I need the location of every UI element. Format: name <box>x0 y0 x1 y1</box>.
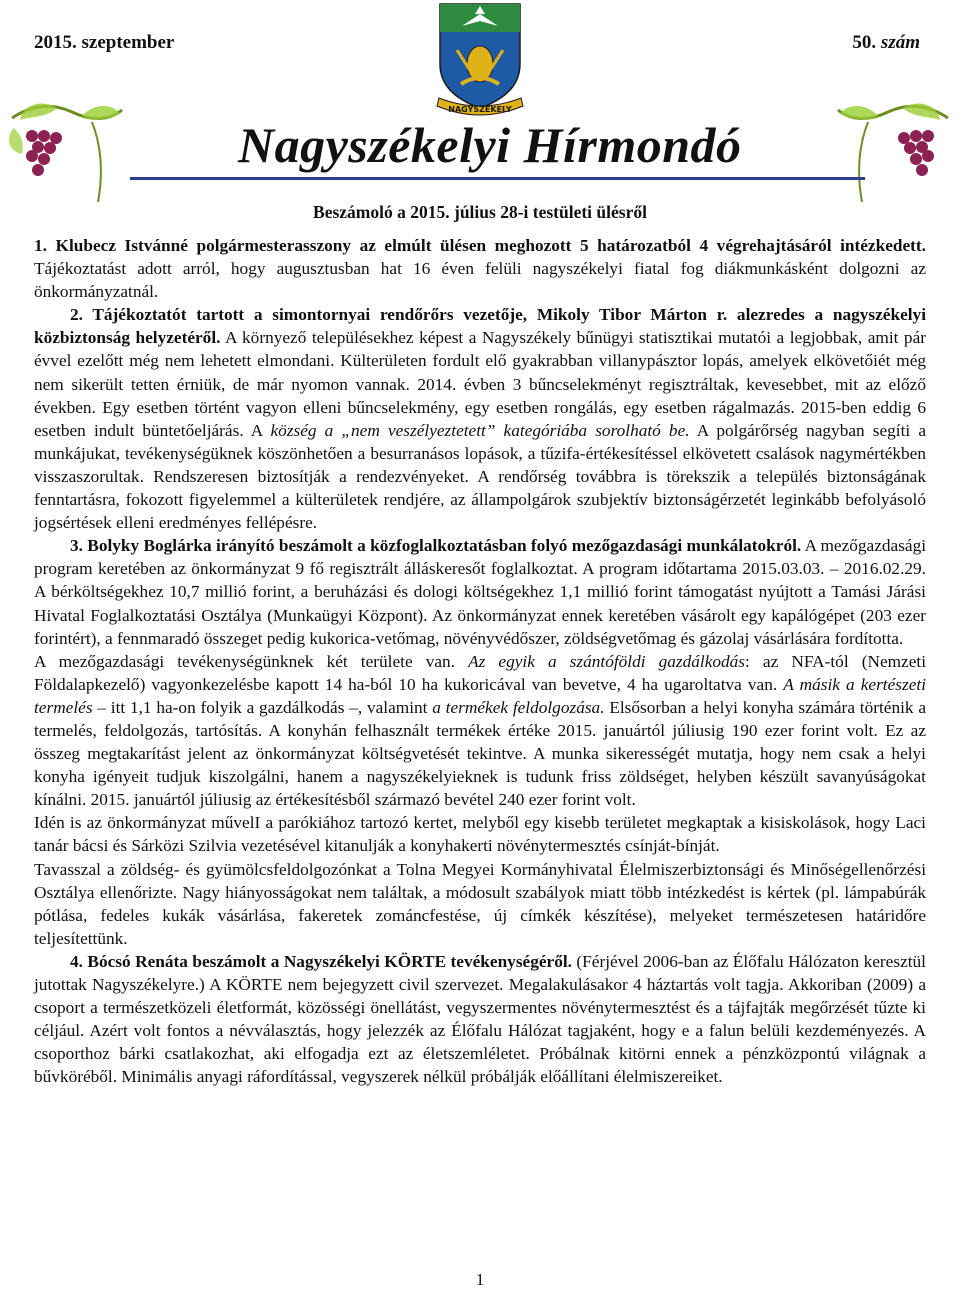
paragraph-2-text-b: A polgárőrség nagyban segíti a munkájukat, tevékenységüknek köszönhetően a besurranásos lopások, a tűzifa-értékesítéssel elkövetett csalások nagymértékben visszaszorultak. Rendszeresen biztosítják a rendezvényeket. A rendőrség továbbra is törekszik a település biztonságának fenntartásra, fokozott figyelemmel a külterületek rendjére, az állampolgárok szubjektív biztonságérzetét leginkább befolyásoló jogsértések elleni eredményes fellépésre. <box>34 420 927 533</box>
crest-banner-text: NAGYSZÉKELY <box>448 105 512 114</box>
paragraph-4-text-b: : az NFA-tól (Nemzeti Földalapkezelő) vagyonkezelésbe kapott 14 ha-ból 10 ha kukoricával van bevetve, 4 ha ugaroltatva van. <box>34 651 926 694</box>
paragraph-2 <box>34 303 926 534</box>
issue-number-word: szám <box>880 32 920 53</box>
masthead-rule <box>130 177 865 180</box>
report-subtitle: Beszámoló a 2015. július 28-i testületi ülésről <box>313 202 647 222</box>
paragraph-4-italic-1: Az egyik a szántóföldi gazdálkodás <box>468 651 746 671</box>
paragraph-3 <box>34 534 926 649</box>
issue-number <box>852 32 920 54</box>
paragraph-7 <box>34 950 926 1089</box>
grapes-ornament-right-icon <box>828 98 958 208</box>
paragraph-3-text: A mezőgazdasági program keretében az önkormányzat 9 fő regisztrált álláskeresőt foglalkoztat. A program időtartama 2015.03.03. – 2016.02.29. A bérköltségekhez 10,7 millió forint, a beruházási és dologi költségekhez 1,1 millió forint támogatást nyújtott a Tamási Járási Hivatal Foglalkoztatási Osztálya (Munkaügyi Központ). Az önkormányzat ennek keretében vásárolt egy kapálógépet (203 ezer forintért), a fennmaradó összeget pedig kukorica-vetőmag, növényvédőszer, zöldségvetőmag és gázolaj vásárlására fordította. <box>34 536 927 648</box>
paragraph-1 <box>34 234 926 303</box>
article-body <box>34 234 926 1088</box>
paragraph-4-italic-2: A másik a kertészeti termelés <box>34 674 926 717</box>
paragraph-5: Idén is az önkormányzat művelI a parókiához tartozó kertet, melyből egy kisebb területet megkaptak a kisiskolások, hogy Laci tanár bácsi és Sárközi Szilvia vezetésével kitanulják a konyhakerti növénytermesztés csínját-bínját. <box>34 813 926 856</box>
issue-number-value: 50. <box>852 32 877 53</box>
paragraph-4-italic-3: a termékek feldolgozása. <box>432 697 605 717</box>
paragraph-4-text-d: Elsősorban a helyi konyha számára történik a termelés, feldolgozás, tartósítás. A konyhán felhasznált termékek értéke 2015. januártól júliusig 190 ezer forint volt. Ez az összeg megtakarítást jelent az önkormányzat költségvetését tekintve. A munka sikerességét mutatja, hogy nem csak a helyi konyha igényeit tudjuk kiszolgálni, hanem a nagyszékelyieknek is tudunk friss zöldséget, helyben készült savanyúságokat kínálni. 2015. januártól júliusig az értékesítésből származó bevétel 240 ezer forint volt. <box>34 697 926 810</box>
page-number: 1 <box>475 1270 485 1289</box>
paragraph-7-heading: 4. Bócsó Renáta beszámolt a Nagyszékelyi KÖRTE tevékenységéről. <box>70 951 572 971</box>
paragraph-1-heading: 1. Klubecz Istvánné polgármesterasszony az elmúlt ülésen meghozott 5 határozatból 4 végrehajtásáról intézkedett. <box>34 236 926 255</box>
paragraph-2-italic: község a „nem veszélyeztetett” kategóriába sorolható be. <box>270 420 690 440</box>
paragraph-7-text: (Férjével 2006-ban az Élőfalu Hálózaton keresztül jutottak Nagyszékelyre.) A KÖRTE nem bejegyzett civil szervezet. Megalakulásakor 4 háztartás volt tagja. Akkoriban (2009) a csoport a természetközeli életformát, közösségi önellátást, vegyszermentes növénytermesztést és a tájfajták megőrzését tűzte ki céljául. Azért volt fontos a névválasztás, hogy jelezzék az Élőfalu Hálózat tagjaként, hogy e a falun belüli kezdeményezés. A csoporthoz bárki csatlakozhat, aki elfogadja ezt az életszemléletet. Próbálnak kitörni ennek a pénzközpontú világnak a bűvköréből. Minimális anyagi ráfordítással, vegyszerek nélkül próbálják előállítani élelmiszereiket. <box>34 951 926 1087</box>
paragraph-2-heading: 2. Tájékoztatót tartott a simontornyai rendőrőrs vezetője, Mikoly Tibor Márton r. alezredes a nagyszékelyi közbiztonság helyzetéről. <box>34 305 926 348</box>
paragraph-3-heading: 3. Bolyky Boglárka irányító beszámolt a közfoglalkoztatásban folyó mezőgazdasági munkálatokról. <box>70 536 802 556</box>
issue-date: 2015. szeptember <box>34 32 175 53</box>
paragraph-4 <box>34 650 926 812</box>
paragraph-6: Tavasszal a zöldség- és gyümölcsfeldolgozónkat a Tolna Megyei Kormányhivatal Élelmiszerbiztonsági és Minőségellenőrzési Osztálya ellenőrizte. Nagy hiányosságokat nem találtak, a módosult szabályok miatt több intézkedést is kértek (pl. lámpabúrák pótlása, fedeles kukák vásárlása, fakeretek zománcfestése, új címkék készítése), melyeket természetesen határidőre teljesítettünk. <box>34 859 926 948</box>
paragraph-4-text-a: A mezőgazdasági tevékenységünknek két területe van. <box>34 651 469 671</box>
grapes-ornament-left-icon <box>2 98 132 208</box>
masthead-title: Nagyszékelyi Hírmondó <box>238 117 742 173</box>
paragraph-2-text-a: A környező településekhez képest a Nagyszékely bűnügyi statisztikai mutatói a legjobbak, amit pár évvel ezelőtt még nem lehetett elmondani. Külterületen fordult elő gyakrabban villanypásztor lopás, amelyek elkövetőiét még nem sikerült tetten érniük, de már nyomon vannak. 2014. évben 3 bűncselekményt regisztráltak, kevesebbet, mit az előző években. Egy esetben történt vagyon elleni bűncselekmény, egy esetben rongálás, egy esetben rágalmazás. 2015-ben eddig 6 esetben indult büntetőeljárás. A <box>34 328 926 440</box>
village-crest-logo <box>435 2 525 124</box>
paragraph-4-text-c: – itt 1,1 ha-on folyik a gazdálkodás –, valamint <box>92 697 433 717</box>
paragraph-1-text: Tájékoztatást adott arról, hogy augusztusban hat 16 éven felüli nagyszékelyi fiatal fog diákmunkásként dolgozni az önkormányzatnál. <box>34 259 926 302</box>
